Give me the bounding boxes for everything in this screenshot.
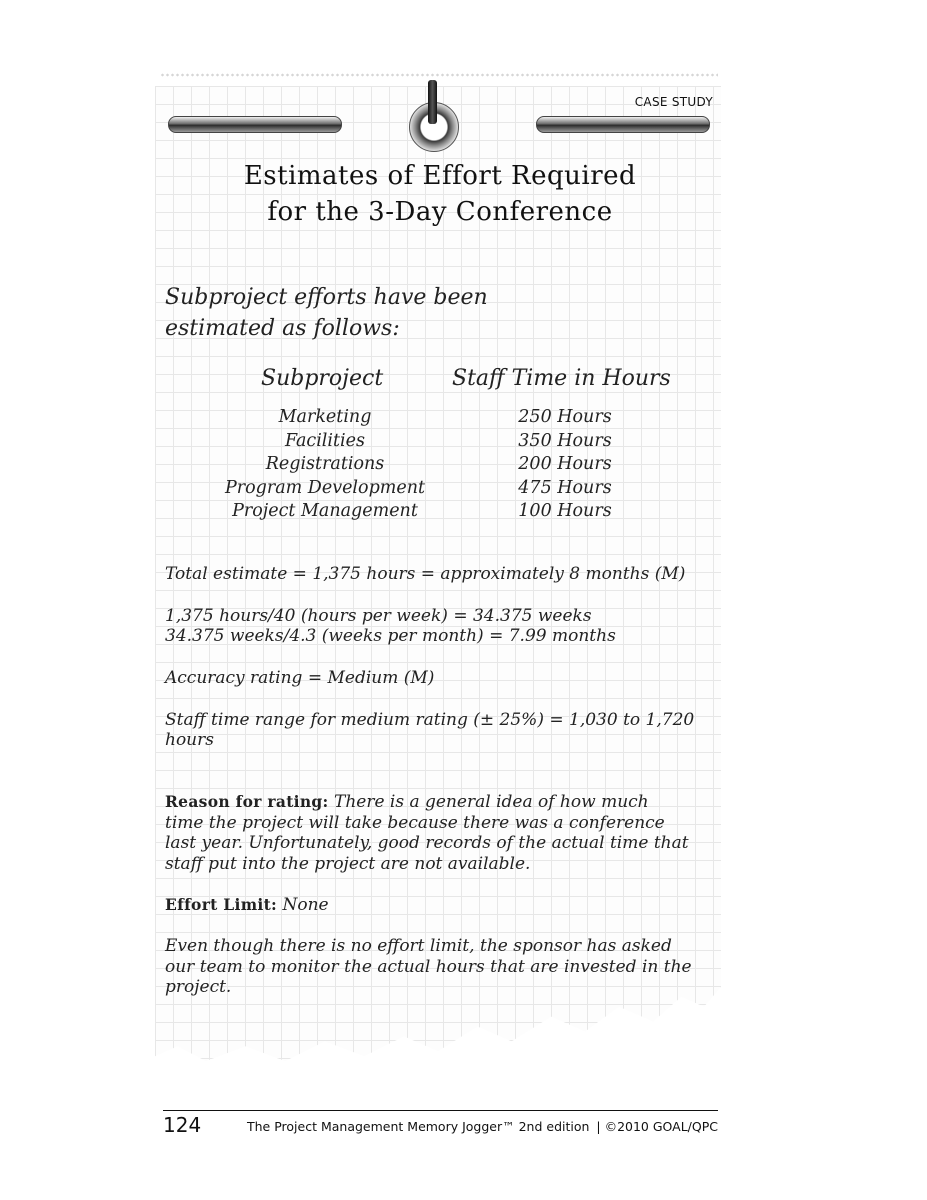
reason-line-1 [165,792,720,813]
binder-bar-left [168,116,342,133]
effort-limit-line [165,895,720,916]
page-number: 124 [163,1113,202,1137]
intro-line-2: estimated as follows: [165,316,400,341]
reason-label: Reason for rating: [165,792,329,811]
closing-line-1: Even though there is no effort limit, the sponsor has asked [165,936,672,956]
subproject-column [200,406,450,524]
subproject-name: Registrations [265,454,385,475]
title-line-1: Estimates of Effort Required [243,161,637,191]
range-line-2: hours [165,730,214,750]
binder-bar-right [536,116,710,133]
staff-hours: 200 Hours [518,454,612,475]
copyright: | ©2010 GOAL/QPC [596,1119,718,1134]
title-line-2: for the 3-Day Conference [267,197,613,227]
closing-line-3: project. [165,977,232,997]
reason-line-2: time the project will take because there was a conference [165,812,665,833]
closing-line-2: our team to monitor the actual hours that are invested in the [165,956,692,977]
binder-clip-icon [428,80,437,124]
staff-time-column [465,406,665,524]
page-title [180,158,700,230]
subproject-column-header: Subproject [261,366,384,391]
months-calculation: 34.375 weeks/4.3 (weeks per month) = 7.99 months [165,626,616,646]
staff-hours: 100 Hours [518,501,612,522]
staff-hours: 350 Hours [518,430,612,451]
subproject-name: Marketing [278,407,372,427]
total-estimate: Total estimate = 1,375 hours = approximately 8 months (M) [165,564,686,584]
subproject-name: Program Development [224,477,426,498]
range-line-1: Staff time range for medium rating (± 25%) = 1,030 to 1,720 [165,710,695,730]
closing-paragraph [165,936,720,998]
reason-paragraph [165,792,720,874]
case-study-label: CASE STUDY [634,95,713,109]
staff-hours: 475 Hours [518,477,612,498]
reason-line-3: last year. Unfortunately, good records of the actual time that [165,833,689,853]
effort-limit-value: None [282,895,329,915]
accuracy-rating: Accuracy rating = Medium (M) [165,668,435,688]
intro-text [165,282,525,344]
weeks-calculation: 1,375 hours/40 (hours per week) = 34.375 weeks [165,606,592,626]
staff-time-column-header: Staff Time in Hours [452,366,671,391]
book-title: The Project Management Memory Jogger™ 2nd edition [247,1119,590,1134]
effort-limit-label: Effort Limit: [165,895,278,914]
subproject-name: Facilities [285,430,365,451]
staff-hours: 250 Hours [518,407,612,427]
intro-line-1: Subproject efforts have been [165,285,488,310]
footer-rule [163,1110,718,1111]
subproject-name: Project Management [232,501,418,522]
perforation-edge [160,72,718,78]
reason-text-1: There is a general idea of how much [333,792,649,812]
reason-line-4: staff put into the project are not available. [165,853,531,874]
